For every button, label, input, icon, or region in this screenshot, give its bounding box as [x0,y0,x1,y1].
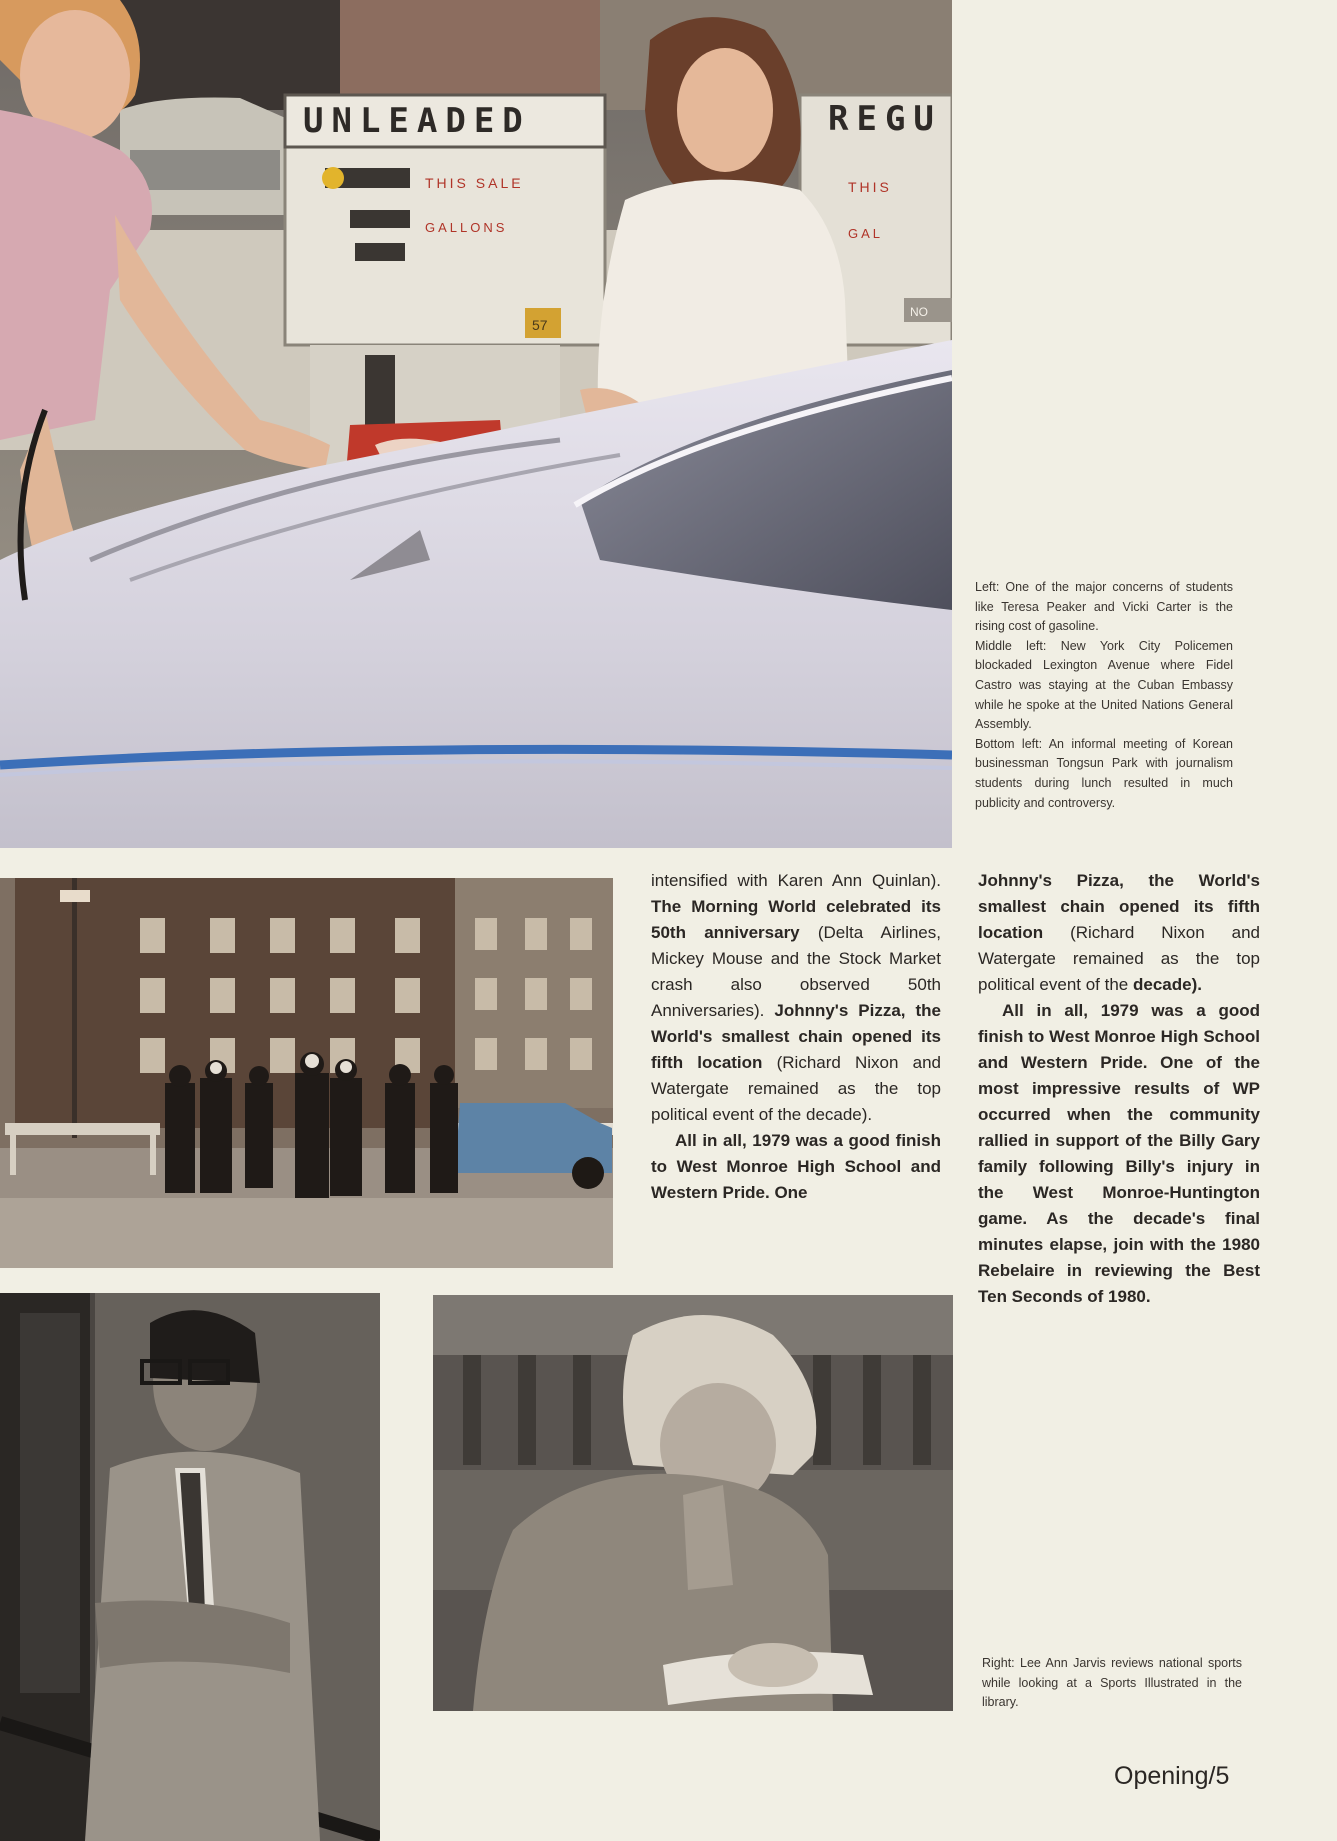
right-paragraph-2: All in all, 1979 was a good finish to West Monroe High School and Western Pride. One of the most impressive results of WP occurred when the community rallied in support of the Billy Gary family following Billy's injury in the West Monroe-Huntington game. As the decade's final minutes elapse, join with the 1980 Rebelaire in reviewing the Best Ten Seconds of 1980. [978,1001,1260,1306]
text-column-right [978,868,1260,1310]
pump-gallons: GALLONS [425,220,508,235]
caption-top-right [975,578,1233,813]
caption-middle-left: Middle left: New York City Policemen blockaded Lexington Avenue where Fidel Castro was staying at the Cuban Embassy while he spoke at the United Nations General Assembly. [975,638,1233,732]
page-folio: Opening/5 [1114,1762,1230,1790]
text-column-middle [651,868,941,1206]
caption-bottom-right [982,1654,1242,1713]
caption-bottom-left: Bottom left: An informal meeting of Korean businessman Tongsun Park with journalism students during lunch resulted in much publicity and controversy. [975,736,1233,810]
caption-right: Right: Lee Ann Jarvis reviews national sports while looking at a Sports Illustrated in the library. [982,1656,1242,1710]
middle-paragraph-2: All in all, 1979 was a good finish to West Monroe High School and Western Pride. One [651,1131,941,1202]
photo-police-blockade [0,878,613,1268]
sign-unleaded: UNLEADED [303,101,531,141]
photo-gas-station [0,0,952,848]
right-paragraph-1: Johnny's Pizza, the World's smallest chain opened its fifth location (Richard Nixon and Watergate remained as the top political event of the decade). [978,871,1260,994]
pump-no-tag: NO [910,305,928,319]
caption-left: Left: One of the major concerns of students like Teresa Peaker and Vicki Carter is the rising cost of gasoline. [975,580,1233,634]
pump-this-sale: THIS SALE [425,175,524,191]
pump-tag: 57 [532,317,548,333]
photo-tongsun-park [0,1293,380,1841]
pump-gallons-2: GAL [848,226,884,241]
sign-regular: REGU [828,99,942,139]
pump-this-sale-2: THIS [848,179,892,195]
photo-lee-ann-jarvis [433,1295,953,1711]
middle-paragraph-1: intensified with Karen Ann Quinlan). The Morning World celebrated its 50th anniversary (Delta Airlines, Mickey Mouse and the Stock Market crash also observed 50th Anniversaries). Johnny's Pizza, the World's smallest chain opened its fifth location (Richard Nixon and Watergate remained as the top political event of the decade). [651,871,941,1124]
